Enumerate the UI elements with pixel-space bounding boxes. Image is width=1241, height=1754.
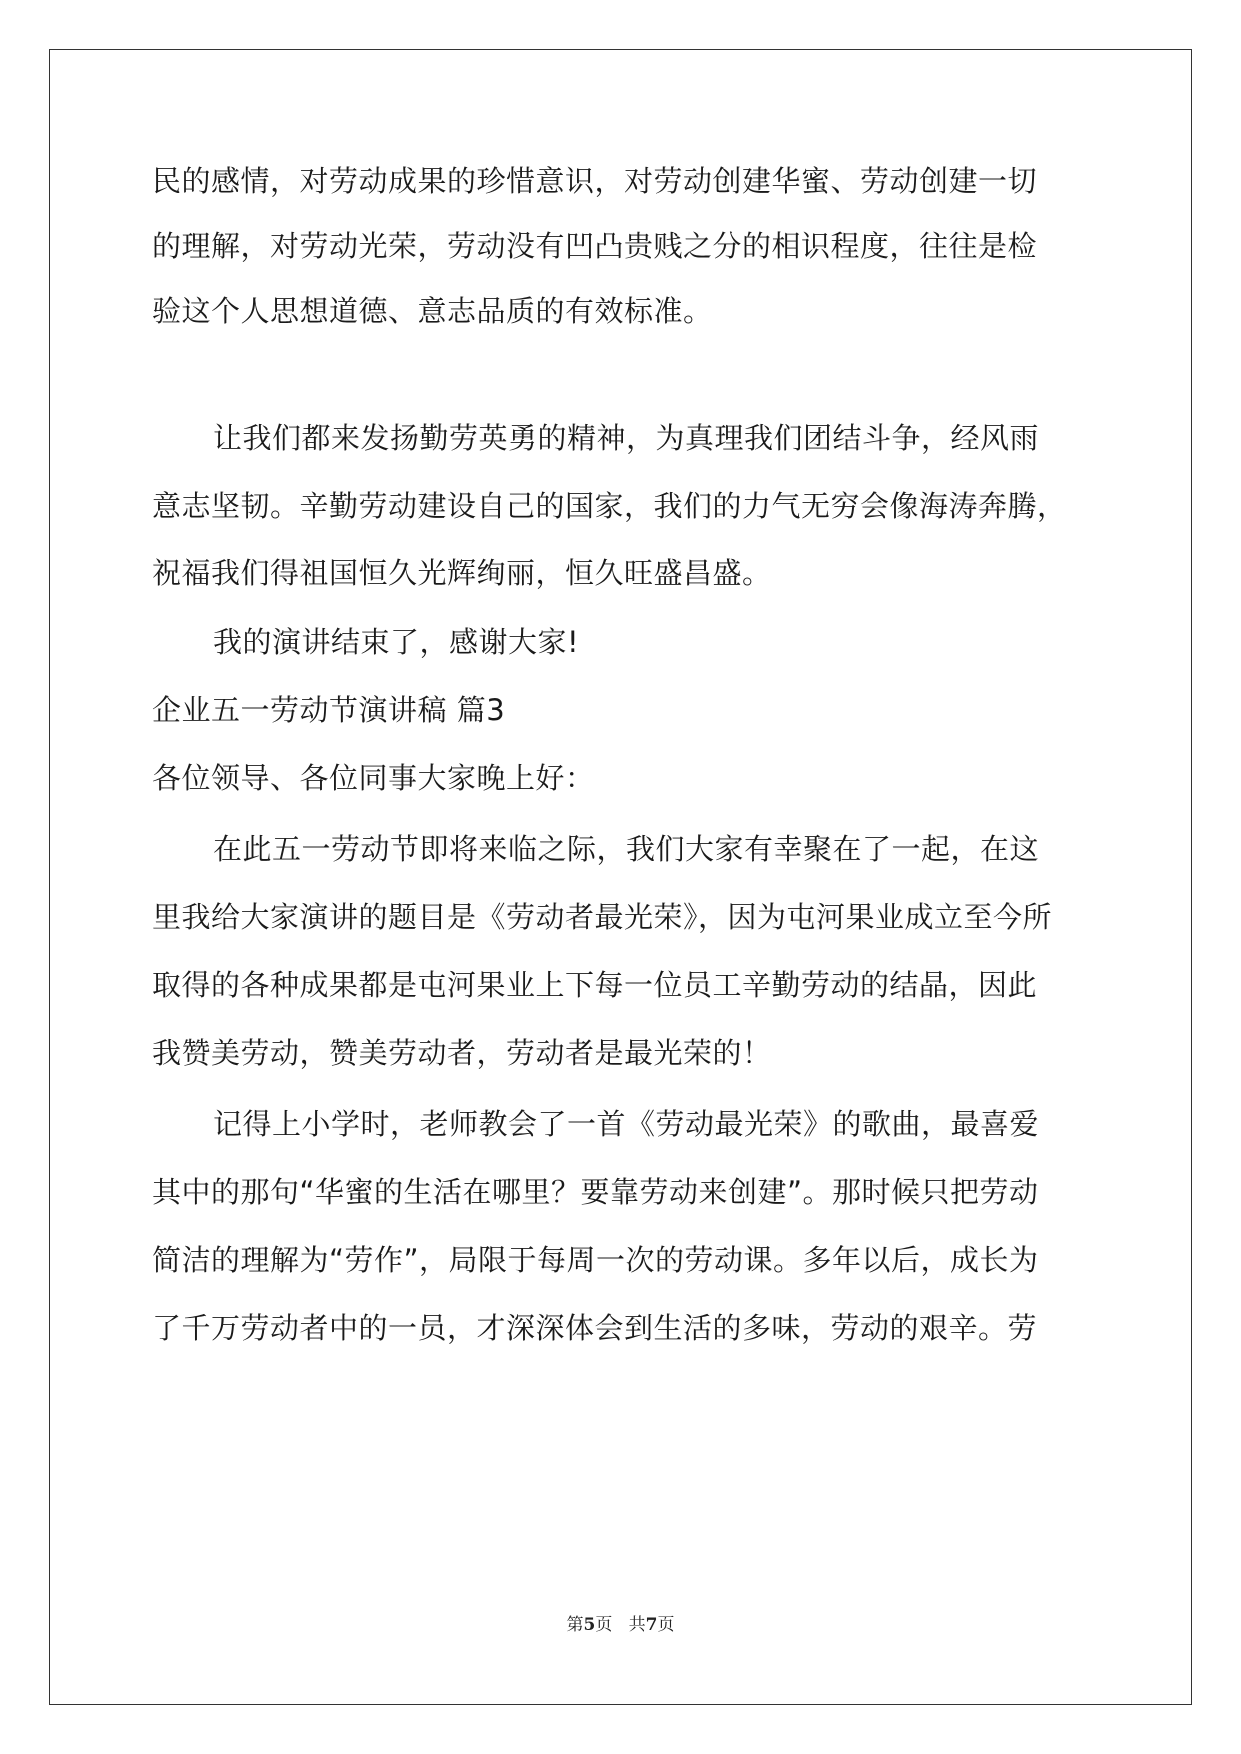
footer-prefix: 第: [566, 1615, 584, 1635]
footer-total-pages: 7: [645, 1615, 658, 1635]
paragraph-line-2: 的理解，对劳动光荣，劳动没有凹凸贵贱之分的相识程度，往往是检: [152, 229, 1038, 263]
greeting-line: 各位领导、各位同事大家晚上好：: [152, 761, 595, 795]
paragraph-line-13: 简洁的理解为“劳作”，局限于每周一次的劳动课。多年以后，成长为: [152, 1243, 1039, 1277]
paragraph-line-4: 让我们都来发扬勤劳英勇的精神，为真理我们团结斗争，经风雨: [213, 421, 1040, 455]
footer-total-suffix: 页: [657, 1615, 675, 1635]
page-footer: [0, 1610, 1241, 1635]
paragraph-line-7: 在此五一劳动节即将来临之际，我们大家有幸聚在了一起，在这: [213, 832, 1040, 866]
paragraph-line-8: 里我给大家演讲的题目是《劳动者最光荣》，因为屯河果业成立至今所: [152, 900, 1053, 934]
paragraph-line-6: 祝福我们得祖国恒久光辉绚丽，恒久旺盛昌盛。: [152, 556, 772, 590]
paragraph-line-12: 其中的那句“华蜜的生活在哪里？要靠劳动来创建”。那时候只把劳动: [152, 1175, 1039, 1209]
footer-page-word: 页: [595, 1615, 613, 1635]
section-heading: 企业五一劳动节演讲稿 篇3: [152, 693, 506, 727]
paragraph-line-11: 记得上小学时，老师教会了一首《劳动最光荣》的歌曲，最喜爱: [213, 1107, 1040, 1141]
footer-total-prefix: 共: [628, 1615, 646, 1635]
closing-line: 我的演讲结束了，感谢大家!: [213, 625, 580, 659]
paragraph-line-14: 了千万劳动者中的一员，才深深体会到生活的多味，劳动的艰辛。劳: [152, 1311, 1038, 1345]
paragraph-line-10: 我赞美劳动，赞美劳动者，劳动者是最光荣的！: [152, 1036, 772, 1070]
paragraph-line-3: 验这个人思想道德、意志品质的有效标准。: [152, 294, 713, 328]
paragraph-line-1: 民的感情，对劳动成果的珍惜意识，对劳动创建华蜜、劳动创建一切: [152, 164, 1038, 198]
paragraph-line-9: 取得的各种成果都是屯河果业上下每一位员工辛勤劳动的结晶，因此: [152, 968, 1038, 1002]
paragraph-line-5: 意志坚韧。辛勤劳动建设自己的国家，我们的力气无穷会像海涛奔腾，: [152, 489, 1067, 523]
footer-current-page: 5: [583, 1615, 596, 1635]
